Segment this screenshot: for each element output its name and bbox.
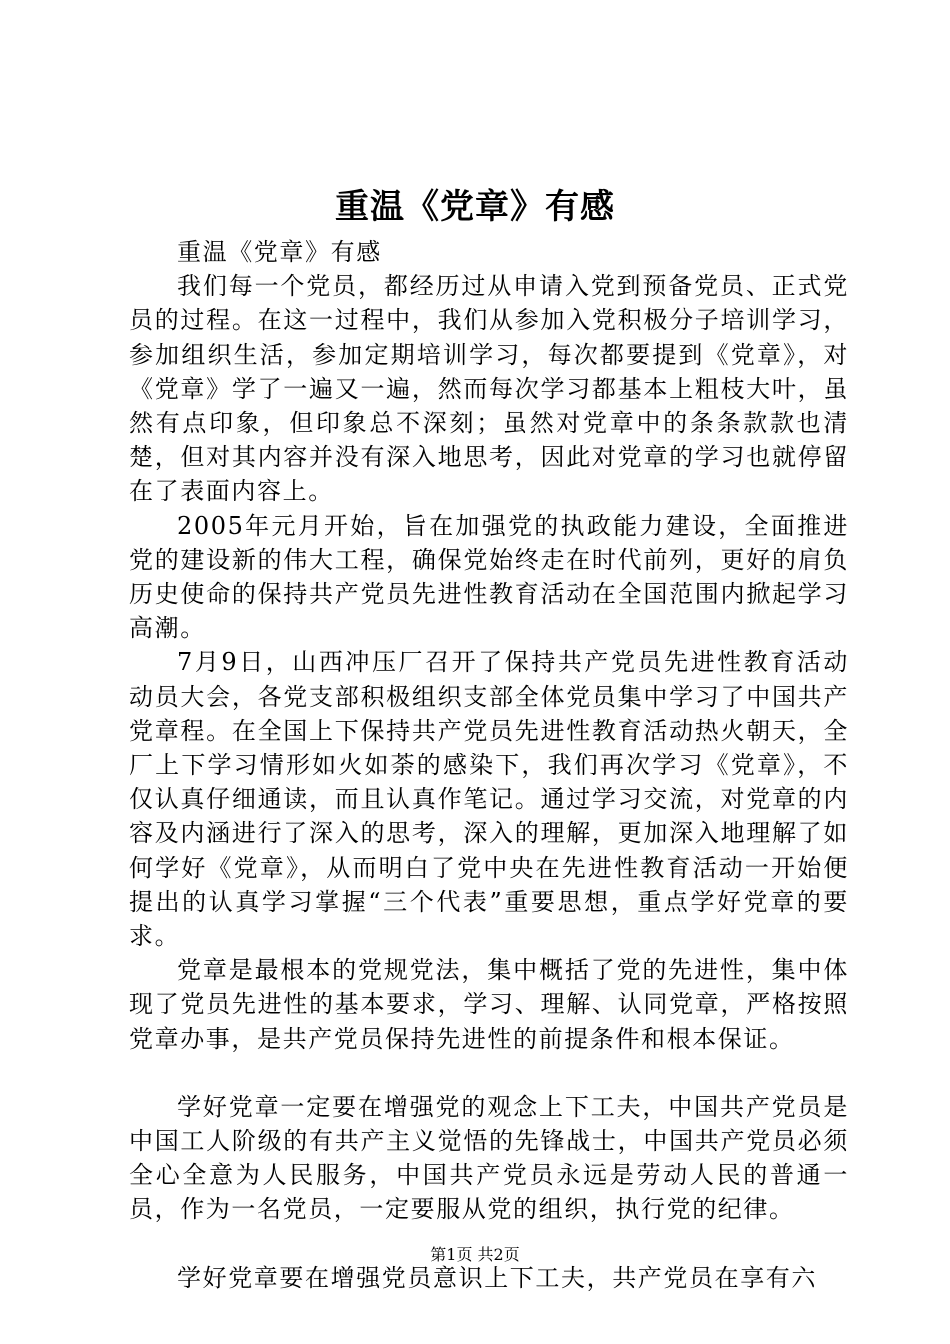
paragraph: 党章是最根本的党规党法，集中概括了党的先进性，集中体现了党员先进性的基本要求，学习、理解、认同党章，严格按照党章办事，是共产党员保持先进性的前提条件和根本保证。 bbox=[129, 956, 849, 1053]
document-body bbox=[129, 235, 849, 1295]
paragraph: 学好党章要在增强党员意识上下工夫，共产党员在享有六 bbox=[177, 1263, 817, 1292]
page-footer: 第1页 共2页 bbox=[430, 1245, 520, 1264]
paragraph-subtitle: 重温《党章》有感 bbox=[177, 238, 382, 266]
document-title: 重温《党章》有感 bbox=[335, 187, 615, 227]
paragraph: 2005年元月开始，旨在加强党的执政能力建设，全面推进党的建设新的伟大工程，确保党始终走在时代前列，更好的肩负历史使命的保持共产党员先进性教育活动在全国范围内掀起学习高潮。 bbox=[129, 511, 849, 643]
paragraph: 我们每一个党员，都经历过从申请入党到预备党员、正式党员的过程。在这一过程中，我们从参加入党积极分子培训学习，参加组织生活，参加定期培训学习，每次都要提到《党章》，对《党章》学了一遍又一遍，然而每次学习都基本上粗枝大叶，虽然有点印象，但印象总不深刻；虽然对党章中的条条款款也清楚，但对其内容并没有深入地思考，因此对党章的学习也就停留在了表面内容上。 bbox=[129, 272, 849, 506]
paragraph: 学好党章一定要在增强党的观念上下工夫，中国共产党员是中国工人阶级的有共产主义觉悟的先锋战士，中国共产党员必须全心全意为人民服务，中国共产党员永远是劳动人民的普通一员，作为一名党员，一定要服从党的组织，执行党的纪律。 bbox=[129, 1092, 849, 1224]
paragraph: 7月9日，山西冲压厂召开了保持共产党员先进性教育活动动员大会，各党支部积极组织支部全体党员集中学习了中国共产党章程。在全国上下保持共产党员先进性教育活动热火朝天，全厂上下学习情形如火如荼的感染下，我们再次学习《党章》，不仅认真仔细通读，而且认真作笔记。通过学习交流，对党章的内容及内涵进行了深入的思考，深入的理解，更加深入地理解了如何学好《党章》，从而明白了党中央在先进性教育活动一开始便提出的认真学习掌握“三个代表”重要思想，重点学好党章的要求。 bbox=[129, 648, 849, 951]
